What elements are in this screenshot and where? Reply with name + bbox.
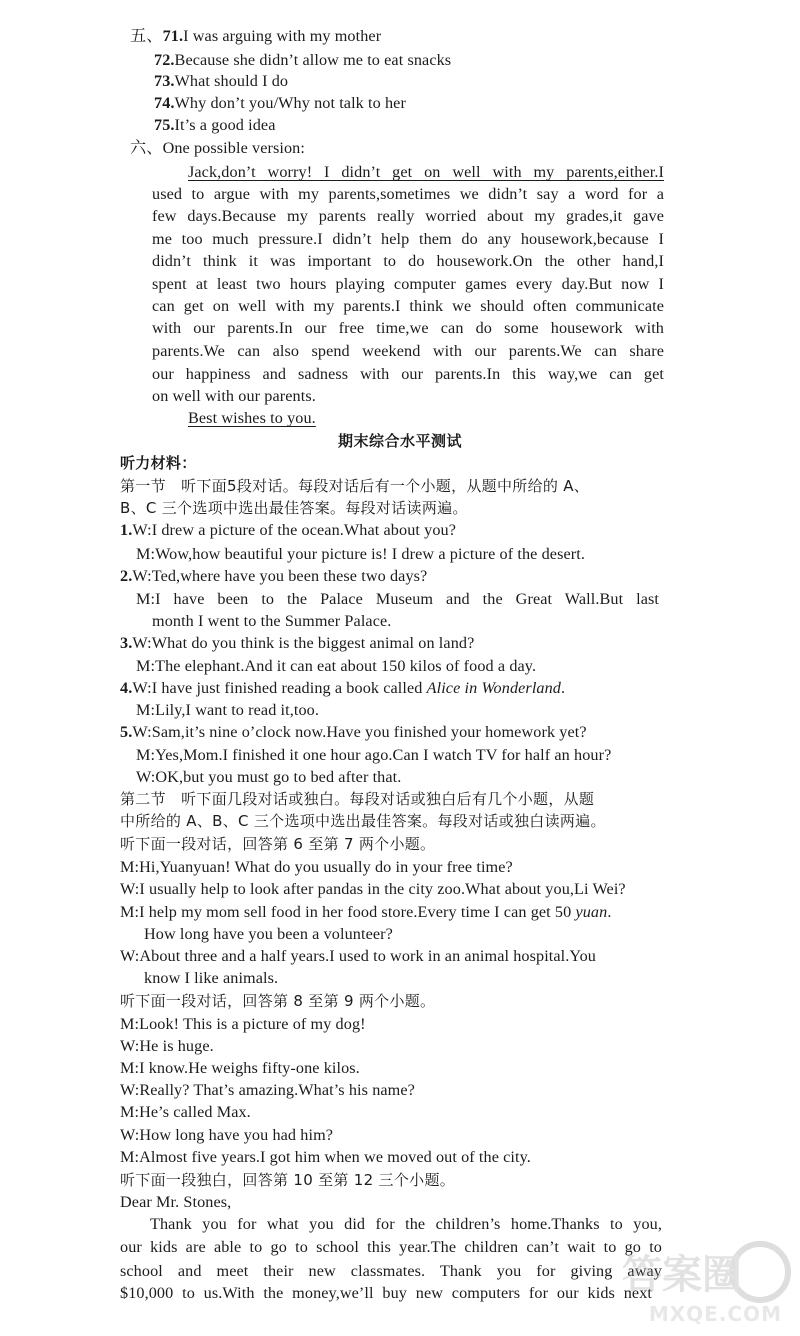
conv1-line2: W:I usually help to look after pandas in the city zoo.What about you,Li Wei? — [120, 880, 626, 898]
conv1-line6: know I like animals. — [144, 969, 279, 987]
part2-title: 第二节 — [120, 790, 166, 808]
listening-heading: 听力材料： — [120, 454, 197, 472]
dialogue-2-m-b: month I went to the Summer Palace. — [152, 612, 392, 630]
conv1-line1: M:Hi,Yuanyuan! What do you usually do in your free time? — [120, 858, 513, 876]
conv1-line4: How long have you been a volunteer? — [144, 925, 393, 943]
conv1-line3: M:I help my mom sell food in her food store.Every time I can get 50 yuan. — [120, 903, 612, 921]
mono-line2: our kids are able to go to school this year.The children can’t wait to go to — [120, 1238, 662, 1256]
conv2-intro: 听下面一段对话，回答第 8 至第 9 两个小题。 — [120, 992, 436, 1010]
exam-title: 期末综合水平测试 — [337, 432, 462, 450]
dialogue-1-w: 1.W:I drew a picture of the ocean.What about you? — [120, 521, 457, 539]
conv1-line5: W:About three and a half years.I used to work in an animal hospital.You — [120, 947, 596, 965]
mono-line3: school and meet their new classmates. Thank you for giving away — [120, 1262, 662, 1280]
conv2-line5: M:He’s called Max. — [120, 1103, 251, 1121]
essay-line-2: used to argue with my parents,sometimes we didn’t say a word for a — [152, 185, 664, 203]
watermark-logo-icon — [612, 1238, 792, 1308]
s6-label: 六、One possible version: — [130, 139, 305, 157]
essay-line-5: didn’t think it was important to do housework.On the other hand,I — [152, 252, 664, 270]
watermark-url: MXQE.COM — [648, 1302, 782, 1326]
conv1-intro: 听下面一段对话，回答第 6 至第 7 两个小题。 — [120, 835, 436, 853]
essay-line-1: Jack,don’t worry! I didn’t get on well with my parents,either.I — [188, 163, 664, 181]
s5-item-72: 72.Because she didn’t allow me to eat snacks — [154, 51, 452, 69]
conv2-line7: M:Almost five years.I got him when we moved out of the city. — [120, 1148, 531, 1166]
essay-line-4: me too much pressure.I didn’t help them do any housework,because I — [152, 230, 664, 248]
dialogue-5-w: 5.W:Sam,it’s nine o’clock now.Have you finished your homework yet? — [120, 723, 587, 741]
mono-line4: $10,000 to us.With the money,we’ll buy new computers for our kids next — [120, 1284, 652, 1302]
conv2-line3: M:I know.He weighs fifty-one kilos. — [120, 1059, 360, 1077]
essay-line-9: parents.We can also spend weekend with our parents.We can share — [152, 342, 664, 360]
book-title: Alice in Wonderland — [426, 679, 562, 697]
mono-greeting: Dear Mr. Stones, — [120, 1193, 232, 1211]
essay-line-10: our happiness and sadness with our parents.In this way,we can get — [152, 365, 664, 383]
dialogue-2-m-a: M:I have been to the Palace Museum and the Great Wall.But last — [136, 590, 659, 608]
dialogue-4-w: 4.W:I have just finished reading a book called Alice in Wonderland. — [120, 679, 566, 697]
part2-instr-line2: 中所给的 A、B、C 三个选项中选出最佳答案。每段对话或独白读两遍。 — [120, 812, 606, 830]
dialogue-1-m: M:Wow,how beautiful your picture is! I drew a picture of the desert. — [136, 545, 586, 563]
essay-line-6: spent at least two hours playing computer games every day.But now I — [152, 275, 664, 293]
essay-line-8: with our parents.In our free time,we can do some housework with — [152, 319, 664, 337]
mono-line1: Thank you for what you did for the children’s home.Thanks to you, — [150, 1215, 662, 1233]
s5-item-75: 75.It’s a good idea — [154, 116, 276, 134]
part2-instr-line1: 第二节 听下面几段对话或独白。每段对话或独白后有几个小题，从题 — [120, 790, 595, 808]
conv2-line6: W:How long have you had him? — [120, 1126, 334, 1144]
section6-marker: 六、 — [130, 139, 163, 157]
dialogue-5-m: M:Yes,Mom.I finished it one hour ago.Can I watch TV for half an hour? — [136, 746, 612, 764]
essay-line-3: few days.Because my parents really worried about my grades,it gave — [152, 207, 664, 225]
part1-title: 第一节 — [120, 477, 166, 495]
s5-item-71: 五、71.I was arguing with my mother — [130, 27, 382, 45]
essay-line-11: on well with our parents. — [152, 387, 316, 405]
part1-instr-line2: B、C 三个选项中选出最佳答案。每段对话读两遍。 — [120, 499, 468, 517]
mono-intro: 听下面一段独白，回答第 10 至第 12 三个小题。 — [120, 1171, 456, 1189]
dialogue-2-w: 2.W:Ted,where have you been these two days? — [120, 567, 428, 585]
watermark-chars: 答案圈 — [622, 1252, 742, 1298]
dialogue-4-m: M:Lily,I want to read it,too. — [136, 701, 320, 719]
s5-item-73: 73.What should I do — [154, 72, 289, 90]
section5-marker: 五、 — [130, 27, 163, 45]
dialogue-3-w: 3.W:What do you think is the biggest animal on land? — [120, 634, 475, 652]
s5-item-74: 74.Why don’t you/Why not talk to her — [154, 94, 406, 112]
site-watermark — [612, 1238, 792, 1330]
dialogue-3-m: M:The elephant.And it can eat about 150 kilos of food a day. — [136, 657, 537, 675]
dialogue-5-w2: W:OK,but you must go to bed after that. — [136, 768, 402, 786]
conv2-line4: W:Really? That’s amazing.What’s his name? — [120, 1081, 415, 1099]
essay-line-7: can get on well with my parents.I think we should often communicate — [152, 297, 664, 315]
part1-instr-line1: 第一节 听下面5段对话。每段对话后有一个小题，从题中所给的 A、 — [120, 477, 590, 495]
essay-closing: Best wishes to you. — [188, 409, 316, 427]
conv2-line2: W:He is huge. — [120, 1037, 214, 1055]
conv2-line1: M:Look! This is a picture of my dog! — [120, 1015, 366, 1033]
